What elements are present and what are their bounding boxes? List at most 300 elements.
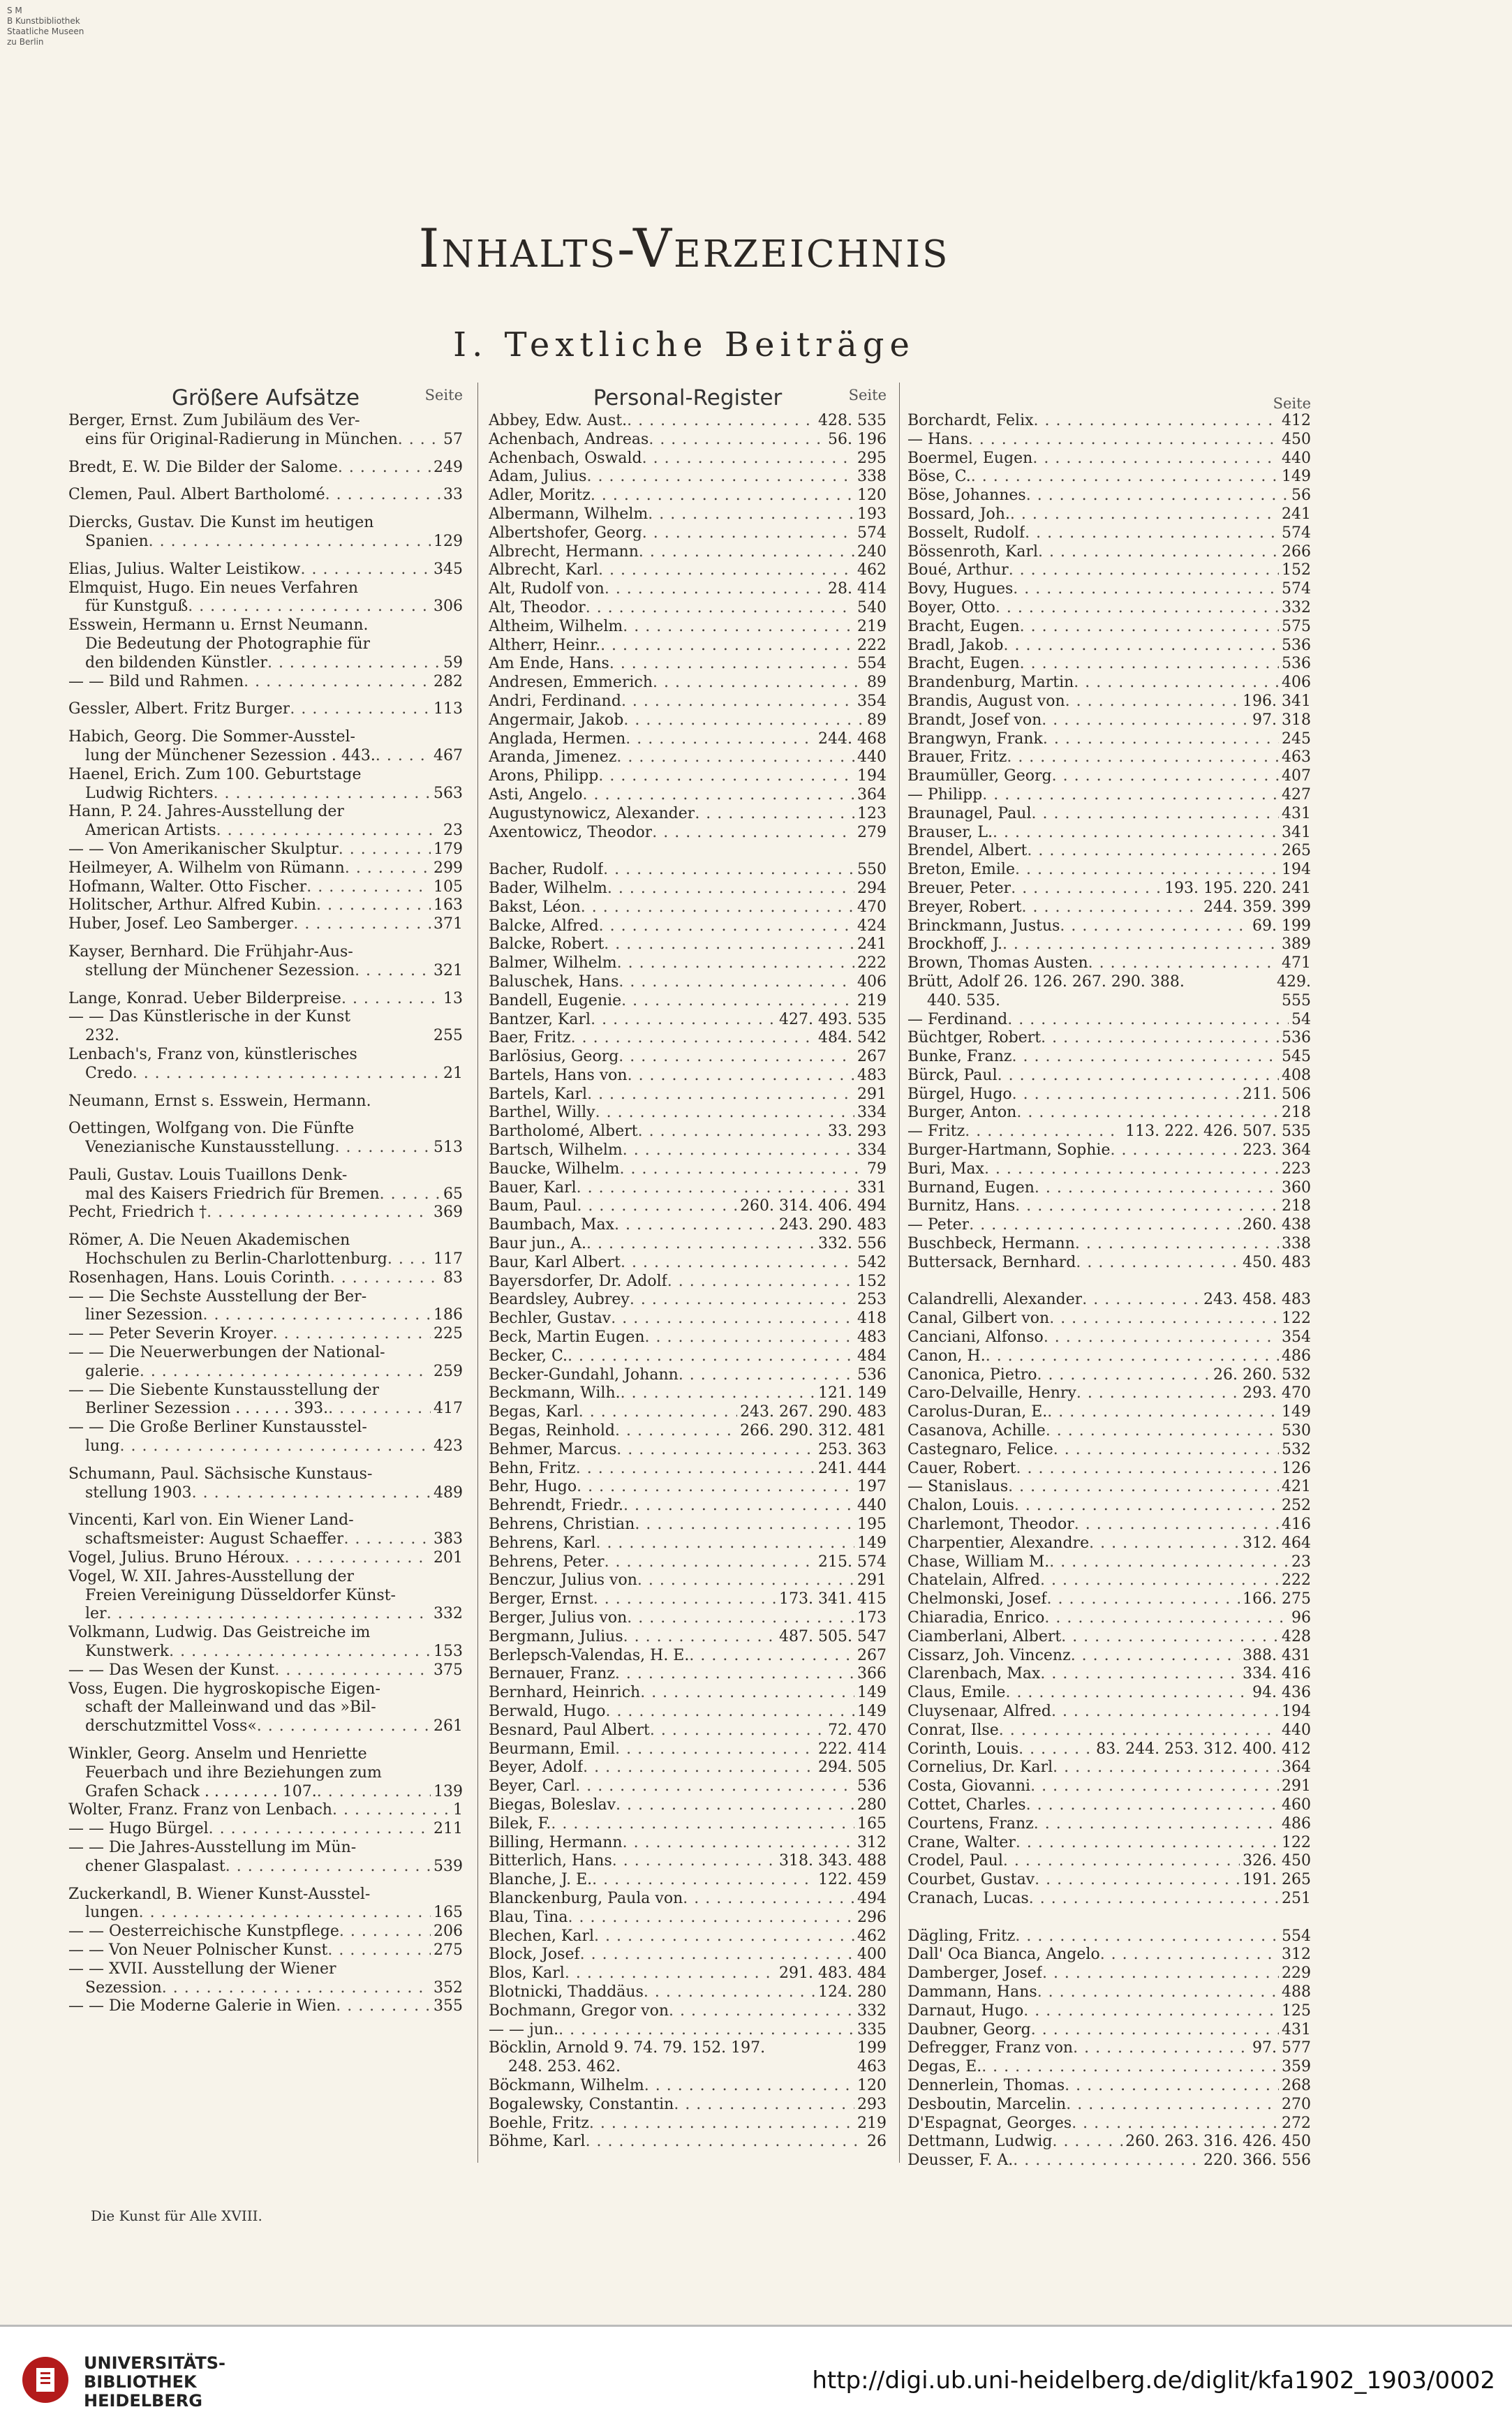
essay-line [68, 1858, 463, 1877]
register-entry [489, 2115, 887, 2133]
leader-dots [1032, 805, 1279, 824]
leader-dots [1071, 1647, 1240, 1666]
leader-dots [599, 917, 854, 936]
page-numbers: 243. 458. 483 [1203, 1291, 1311, 1309]
leader-dots [350, 1231, 463, 1250]
essay-text: mal des Kaisers Friedrich für Bremen [85, 1185, 380, 1203]
person-name: Altherr, Heinr. [489, 636, 601, 654]
person-name: Castegnaro, Felice [907, 1440, 1053, 1458]
register-entry [907, 992, 1311, 1011]
page-numbers: 122 [1282, 1833, 1311, 1851]
essay-text: Clemen, Paul. Albert Bartholomé [68, 486, 325, 504]
page-numbers: 291 [857, 1085, 887, 1103]
leader-dots [617, 954, 854, 973]
person-name: Bitterlich, Hans [489, 1852, 612, 1870]
page-numbers: 338 [857, 468, 887, 486]
register-entry [489, 954, 887, 973]
person-name: Dammann, Hans [907, 1983, 1037, 2001]
page-number: 117 [433, 1250, 463, 1268]
person-name: 440. 535. [927, 991, 1000, 1009]
register-entry [489, 1235, 887, 1254]
essay-line [68, 1717, 463, 1736]
leader-dots [568, 1347, 854, 1366]
page-numbers: 431 [1282, 2020, 1311, 2038]
essay-text: Wolter, Franz. Franz von Lenbach [68, 1801, 332, 1819]
page-numbers: 312 [1282, 1946, 1311, 1964]
register-entry [489, 1029, 887, 1048]
register-entry [907, 1890, 1311, 1909]
register-entry [489, 1179, 887, 1198]
leader-dots [338, 459, 431, 478]
register-entry [489, 767, 887, 786]
leader-dots [325, 486, 440, 505]
page-number: 417 [433, 1400, 463, 1418]
register-entry [907, 450, 1311, 468]
page-number: 383 [433, 1530, 463, 1548]
essays-heading-title: Größere Aufsätze [171, 385, 360, 410]
person-name: Bartels, Hans von [489, 1066, 628, 1084]
leader-dots [968, 431, 1279, 450]
leader-dots [582, 786, 854, 805]
register-entry [907, 431, 1311, 450]
page-numbers: 332 [857, 2001, 887, 2020]
leader-dots [1016, 1460, 1280, 1479]
leader-dots [1074, 1516, 1279, 1534]
page-numbers: 243. 290. 483 [779, 1216, 887, 1234]
page-numbers: 89 [867, 674, 887, 692]
register-entry [489, 898, 887, 917]
page-numbers: 494 [857, 1889, 887, 1907]
page-numbers: 23 [1291, 1553, 1311, 1571]
page-number: 321 [433, 961, 463, 979]
register-entry [907, 1254, 1311, 1273]
register-entry [907, 1553, 1311, 1572]
leader-dots [332, 1801, 450, 1820]
logo-line: UNIVERSITÄTS- [84, 2353, 226, 2373]
page-numbers: 427. 493. 535 [779, 1010, 887, 1028]
register-entry [489, 1722, 887, 1740]
person-name: Böcklin, Arnold 9. 74. 79. 152. 197. [489, 2039, 766, 2057]
page-numbers: 483 [857, 1328, 887, 1347]
essay-text: Die Bedeutung der Photographie für [85, 635, 371, 653]
register-entry [907, 599, 1311, 618]
register-entry [907, 1235, 1311, 1254]
leader-dots [652, 824, 854, 843]
leader-dots [1076, 1384, 1240, 1403]
leader-dots [354, 1511, 463, 1530]
essay-line [68, 1979, 463, 1998]
essay-line [68, 1046, 463, 1065]
register-entry [907, 655, 1311, 674]
person-name: Cauer, Robert [907, 1459, 1016, 1477]
leader-dots [627, 1609, 854, 1628]
essay-line [68, 459, 463, 478]
page-numbers: 332. 556 [818, 1235, 887, 1253]
page-number: 355 [433, 1997, 463, 2015]
leader-dots [293, 915, 431, 934]
essay-text: Schumann, Paul. Sächsische Kunstaus- [68, 1465, 373, 1483]
essay-line [68, 1839, 463, 1858]
register-entry [907, 1497, 1311, 1516]
essay-text: Pauli, Gustav. Louis Tuaillons Denk- [68, 1166, 348, 1184]
leader-dots [244, 673, 431, 692]
leader-dots [591, 487, 854, 505]
leader-dots [1065, 693, 1240, 711]
essay-line [68, 841, 463, 859]
essay-text: — — Die Große Berliner Kunstausstel- [68, 1419, 367, 1437]
page-numbers: 222 [1282, 1571, 1311, 1590]
page-numbers: 334 [857, 1104, 887, 1122]
essay-line [68, 1231, 463, 1250]
leader-dots [623, 711, 864, 730]
leader-dots [1042, 1964, 1279, 1983]
essay-text: Esswein, Hermann u. Ernst Neumann. [68, 616, 369, 635]
essay-line [68, 1745, 463, 1764]
person-name: Brauser, L. [907, 823, 993, 841]
page-number: 83 [443, 1268, 463, 1287]
page-numbers: 536 [1282, 1029, 1311, 1047]
leader-dots [398, 431, 440, 450]
leader-dots [1047, 1590, 1240, 1609]
person-name: Bartels, Karl [489, 1085, 588, 1103]
essay-text: Ludwig Richters [85, 784, 214, 802]
register-entry [907, 1815, 1311, 1834]
person-name: Balmer, Wilhelm [489, 954, 617, 972]
leader-dots [169, 1643, 431, 1661]
essay-text: Elias, Julius. Walter Leistikow [68, 560, 301, 578]
leader-dots [965, 1123, 1122, 1141]
essay-line [68, 1120, 463, 1139]
leader-dots [593, 1590, 776, 1609]
leader-dots [209, 1820, 431, 1839]
essay-line [68, 1643, 463, 1661]
person-name: Chalon, Louis [907, 1497, 1014, 1515]
leader-dots [995, 599, 1279, 618]
page-numbers: 218 [1282, 1104, 1311, 1122]
page-number: 489 [433, 1483, 463, 1502]
leader-dots [1066, 2096, 1279, 2115]
essay-text: derschutzmittel Voss« [85, 1717, 257, 1735]
person-name: Desboutin, Marcelin [907, 2095, 1067, 2113]
leader-dots [635, 1516, 854, 1534]
leader-dots [216, 822, 440, 841]
leader-dots [577, 1179, 854, 1198]
leader-dots [981, 2058, 1279, 2077]
person-name: Bayersdorfer, Dr. Adolf [489, 1272, 667, 1290]
leader-dots [1010, 505, 1279, 524]
leader-dots [642, 524, 854, 543]
leader-dots [618, 973, 854, 992]
leader-dots [1040, 1571, 1279, 1590]
register-entry [489, 1160, 887, 1179]
page-numbers: 197 [857, 1478, 887, 1496]
page-numbers: 536 [1282, 655, 1311, 673]
register-entry [489, 1609, 887, 1628]
page-number: 105 [433, 878, 463, 896]
logo-line: BIBLIOTHEK [84, 2372, 197, 2392]
person-name: Angermair, Jakob [489, 711, 624, 729]
register-entry [907, 767, 1311, 786]
leader-dots [1018, 1740, 1093, 1759]
essay-line [68, 1269, 463, 1288]
register-entry [907, 1141, 1311, 1160]
leader-dots [1025, 524, 1279, 543]
page-numbers: 94. 436 [1252, 1684, 1311, 1702]
person-name: Albrecht, Karl [489, 561, 598, 579]
page-number: 369 [433, 1204, 463, 1222]
essay-entry [68, 1511, 463, 1736]
leader-dots [623, 618, 854, 637]
page-number: 65 [443, 1185, 463, 1203]
register-entry [489, 1403, 887, 1422]
page-numbers: 266 [1282, 542, 1311, 561]
register-entry [907, 505, 1311, 524]
page-numbers: 149 [1282, 468, 1311, 486]
essay-line [68, 878, 463, 897]
essay-text: lung der Münchener Sezession . 443. [85, 746, 376, 764]
register-entry [489, 1946, 887, 1964]
register-entry [489, 1141, 887, 1160]
essay-line [68, 962, 463, 981]
page-numbers: 484. 542 [818, 1029, 887, 1047]
page-numbers: 424 [857, 917, 887, 935]
essay-line [68, 1661, 463, 1680]
leader-dots [1035, 1871, 1240, 1890]
person-name: Andresen, Emmerich [489, 674, 653, 692]
person-name: Bracht, Eugen [907, 655, 1020, 673]
register-entry [907, 468, 1311, 487]
essay-text: ler [85, 1605, 107, 1623]
leader-dots [587, 1086, 854, 1104]
essay-text: liner Sezession [85, 1306, 203, 1324]
register-entry [907, 2021, 1311, 2040]
leader-dots [1038, 543, 1279, 562]
page-numbers: 486 [1282, 1814, 1311, 1833]
essay-line [68, 1568, 463, 1587]
page-numbers: 532 [1282, 1440, 1311, 1458]
leader-dots [645, 1328, 854, 1347]
leader-dots [1076, 1254, 1240, 1273]
essay-line [68, 1549, 463, 1568]
page-numbers: 354 [857, 692, 887, 710]
essay-text: — — XVII. Ausstellung der Wiener [68, 1960, 336, 1978]
essay-line [68, 1624, 463, 1643]
person-name: Baur, Karl Albert [489, 1253, 621, 1271]
stamp-line: Staatliche Museen [7, 27, 84, 36]
page-numbers: 462 [857, 561, 887, 579]
person-name: Crane, Walter [907, 1833, 1016, 1851]
register-entry [489, 1273, 887, 1291]
leader-dots [984, 1160, 1279, 1179]
page-numbers: 421 [1282, 1478, 1311, 1496]
person-name: Buschbeck, Hermann [907, 1235, 1075, 1253]
leader-dots [607, 880, 854, 898]
leader-dots [341, 990, 440, 1009]
person-name: Bechler, Gustav [489, 1310, 612, 1328]
leader-dots [1020, 618, 1279, 637]
register-entry [489, 1796, 887, 1815]
person-name: Cissarz, Joh. Vincenz [907, 1646, 1071, 1664]
essay-text: — — Die Jahres-Ausstellung im Mün- [68, 1838, 357, 1856]
page-numbers: 223. 364 [1243, 1141, 1311, 1160]
page-numbers: 253. 363 [818, 1440, 887, 1458]
page-numbers: 554 [857, 655, 887, 673]
leader-dots [616, 1796, 854, 1815]
leader-dots [1073, 2039, 1250, 2058]
page-numbers: 252 [1282, 1497, 1311, 1515]
library-logo-text[interactable] [84, 2354, 225, 2411]
essay-line [68, 412, 463, 431]
register-entry [489, 711, 887, 730]
leader-dots [366, 1288, 463, 1307]
register-entry [907, 861, 1311, 880]
leader-dots [1011, 880, 1162, 898]
person-name: Boermel, Eugen [907, 449, 1033, 467]
essay-line [68, 1167, 463, 1185]
register-entry [489, 1384, 887, 1403]
register-entry [907, 1796, 1311, 1815]
page-numbers: 267 [857, 1048, 887, 1066]
page-numbers: 338 [1282, 1235, 1311, 1253]
essay-text: Neumann, Ernst s. Esswein, Hermann. [68, 1092, 371, 1110]
person-name: Darnaut, Hugo [907, 2001, 1024, 2020]
essay-text: Kayser, Bernhard. Die Frühjahr-Aus- [68, 942, 353, 961]
register-entry [907, 1478, 1311, 1497]
person-name: Bacher, Rudolf [489, 861, 604, 879]
register-entry [907, 1310, 1311, 1328]
essay-line [68, 1185, 463, 1204]
page-numbers: 219 [857, 617, 887, 635]
leader-dots [1042, 711, 1250, 730]
leader-dots [621, 2058, 854, 2077]
register-entry [489, 2058, 887, 2077]
essay-line [68, 1484, 463, 1503]
page-number: 59 [443, 653, 463, 672]
seite-label: Seite [1273, 395, 1311, 412]
leader-dots [1074, 674, 1279, 693]
page-numbers: 194 [1282, 1702, 1311, 1720]
register-entry [907, 1722, 1311, 1740]
essay-text: Venezianische Kunstausstellung [85, 1139, 335, 1157]
page-numbers: 223 [1282, 1160, 1311, 1178]
register-entry [489, 1759, 887, 1777]
person-name: Bernhard, Heinrich [489, 1684, 641, 1702]
register-entry [907, 1328, 1311, 1347]
register-entry [489, 655, 887, 674]
page-numbers: 191. 265 [1243, 1871, 1311, 1889]
person-name: Bandell, Eugenie [489, 991, 622, 1009]
person-name: Beardsley, Aubrey [489, 1291, 630, 1309]
register-entry [907, 1104, 1311, 1123]
essay-text: für Kunstguß [85, 598, 188, 616]
page-numbers: 463 [857, 2058, 887, 2076]
page-numbers: 251 [1282, 1889, 1311, 1907]
leader-dots [577, 1197, 737, 1216]
leader-dots [370, 1624, 463, 1643]
essay-text: — — Die Neuerwerbungen der National- [68, 1344, 385, 1362]
register-entry [489, 1422, 887, 1441]
leader-dots [586, 1235, 815, 1254]
register-entry [489, 505, 887, 524]
leader-dots [1012, 1048, 1280, 1067]
essay-text: — — Bild und Rahmen [68, 672, 244, 690]
leader-dots [1022, 898, 1201, 917]
page-numbers: 260. 438 [1243, 1216, 1311, 1234]
register-entry [489, 468, 887, 487]
register-entry [489, 2133, 887, 2152]
person-name: Corinth, Louis [907, 1740, 1019, 1758]
leader-dots [638, 1123, 825, 1141]
leader-dots [568, 1909, 854, 1927]
page-numbers: 291 [857, 1571, 887, 1590]
leader-dots [380, 1680, 463, 1699]
essay-line [68, 533, 463, 552]
leader-dots [600, 637, 854, 656]
leader-dots [571, 1029, 815, 1048]
leader-dots [1037, 1983, 1279, 2002]
register-entry [489, 1534, 887, 1553]
page-numbers: 550 [857, 861, 887, 879]
leader-dots [644, 1983, 815, 2002]
register-entry [907, 1590, 1311, 1609]
leader-dots [1049, 1310, 1279, 1328]
page-numbers: 122. 459 [818, 1871, 887, 1889]
page-number: 113 [433, 700, 463, 718]
register-entry [907, 730, 1311, 749]
page-numbers: 97. 318 [1252, 711, 1311, 729]
column-divider [477, 383, 478, 2163]
person-name: Behrens, Christian [489, 1516, 635, 1534]
essay-line [68, 579, 463, 598]
page-numbers: 195 [857, 1516, 887, 1534]
leader-dots [644, 2077, 854, 2096]
essay-text: schaftsmeister: August Schaeffer [85, 1530, 344, 1548]
leader-dots [616, 748, 854, 767]
leader-dots [1052, 2133, 1122, 2152]
page-numbers: 293. 470 [1243, 1384, 1311, 1402]
leader-dots [330, 1269, 440, 1288]
person-name: Adam, Julius [489, 468, 587, 486]
permalink-url[interactable]: http://digi.ub.uni-heidelberg.de/diglit/kfa1902_1903/0002 [812, 2367, 1495, 2395]
essay-line [68, 1027, 463, 1046]
leader-dots [581, 898, 854, 917]
person-name: Bartsch, Wilhelm [489, 1141, 623, 1160]
essay-text: — — Peter Severin Kroyer [68, 1325, 273, 1343]
person-name: Blos, Karl [489, 1964, 565, 1983]
leader-dots [360, 412, 463, 431]
register-entry [907, 1029, 1311, 1048]
leader-dots [355, 728, 463, 747]
register-entry [489, 935, 887, 954]
page-numbers: 222 [857, 954, 887, 972]
leader-dots [192, 1484, 431, 1503]
register-entry [489, 1665, 887, 1684]
page-numbers: 260. 263. 316. 426. 450 [1125, 2133, 1311, 2151]
page-numbers: 428 [1282, 1627, 1311, 1645]
register-entry [907, 954, 1311, 973]
essay-entry [68, 1745, 463, 1877]
leader-dots [614, 1216, 776, 1235]
leader-dots [214, 785, 431, 804]
essay-text: Volkmann, Ludwig. Das Geistreiche im [68, 1624, 371, 1642]
leader-dots [1007, 1011, 1289, 1030]
person-name: Brütt, Adolf 26. 126. 267. 290. 388. [907, 972, 1185, 991]
page-number: 153 [433, 1643, 463, 1661]
page-numbers: 193 [857, 505, 887, 523]
essay-entry [68, 1093, 463, 1111]
essay-line [68, 673, 463, 692]
register-entry [489, 1347, 887, 1366]
